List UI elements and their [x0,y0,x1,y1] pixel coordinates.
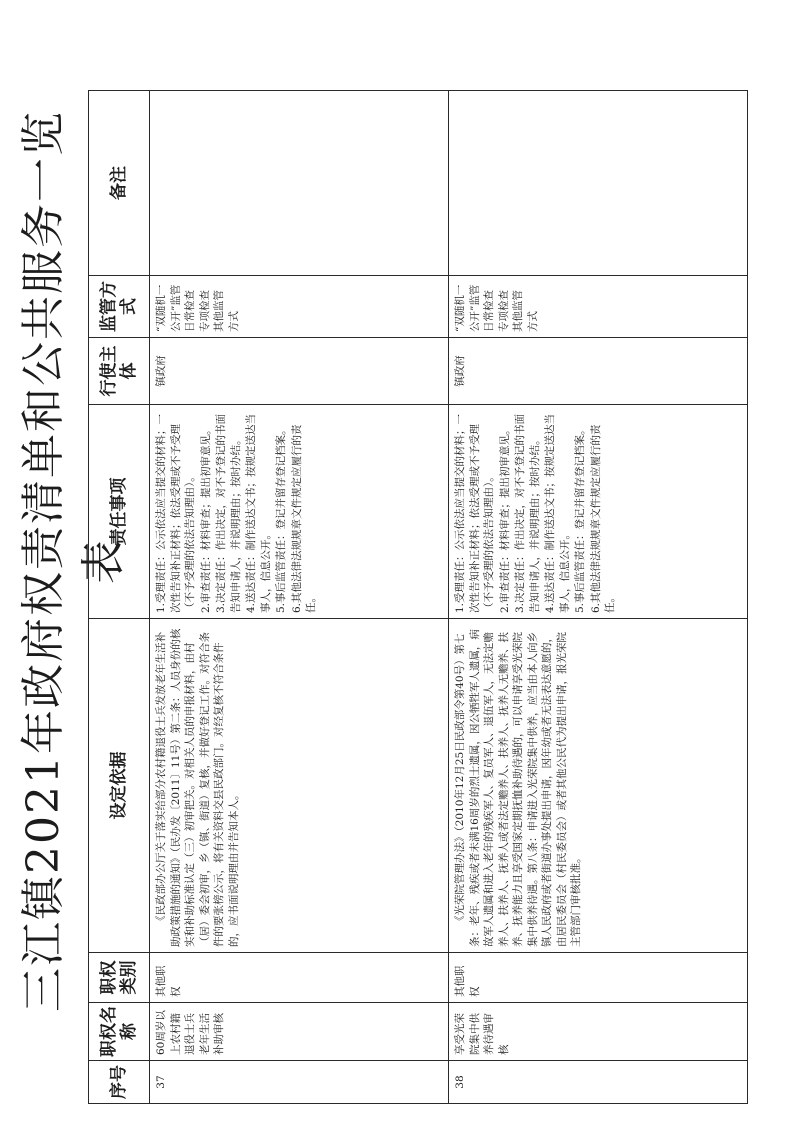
header-subject: 行使主体 [89,338,150,405]
row-remark [150,91,449,276]
duty-item: 5.事后监管责任：登记并留存登记档案。 [574,424,586,613]
header-basis: 设定依据 [89,619,150,953]
basis-text: 《民政部办公厅关于落实给部分农村籍退役士兵发放老年生活补助政策措施的通知》（民办发〔2011〕11号）第二条：人员身份的核实和补助标准认定（三）初审把关。对相关人员的申报材料，由村（居）委会初审，乡（镇、街道）复核，并做好登记工作。对符合条件的要张榜公示，将有关资料交县民政部门。对经复核不符合条件的，应书面说明理由并告知本人。 [155,628,240,947]
header-remark: 备注 [89,91,150,276]
row-no: 37 [150,1061,449,1104]
row-supervision: “双随机一公开”监管 日常检查 专项检查 其他监管方式 [150,276,449,338]
row-remark [449,91,748,276]
table-row [449,91,748,1104]
basis-text: 《光荣院管理办法》（2010年12月25日民政部令第40号）第七条：老年、残疾或者未满16周岁的烈士遗属，因公牺牲军人遗属，病故军人遗属和进入老年的残疾军人、复员军人、退伍军人，无法定赡养人、扶养人、抚养人或者法定赡养人、扶养人、抚养人无赡养、扶养、抚养能力且享受国家定期抚恤补助待遇的，可以申请享受光荣院集中供养待遇。第八条：申请进入光荣院集中供养，应当由本人向乡镇人民政府或者街道办事处提出申请，因年幼或者无法表达意愿的，由居民委员会（村民委员会）或者其他公民代为提出申请，报光荣院主管部门审核批准。 [454,629,582,947]
header-name: 职权名称 [89,1003,150,1061]
row-basis [150,619,449,953]
row-power-name: 60周岁以上农村籍退役士兵老年生活补助审核 [150,1003,449,1061]
row-power-name: 享受光荣院集中供养待遇审核 [449,1003,748,1061]
duty-item: 6.其他法律法规规章文件规定应履行的责任。 [589,424,616,613]
duty-item: 2.审查责任：材料审查；提出初审意见。 [498,424,511,613]
row-supervision: “双随机一公开”监管 日常检查 专项检查 其他监管方式 [449,276,748,338]
duty-item: 4.送达责任：制作送达文书；按规定送达当事人，信息公开。 [544,413,571,613]
power-list-table [88,90,748,1104]
row-duties [150,405,449,619]
header-duties: 责任事项 [89,405,150,619]
row-no: 38 [449,1061,748,1104]
duty-item: 6.其他法律法规规章文件规定应履行的责任。 [290,424,317,613]
header-no: 序号 [89,1061,150,1104]
row-subject: 镇政府 [150,338,449,405]
table-header-row [89,91,150,1104]
duty-item: 1.受理责任：公示依法应当提交的材料；一次性告知补正材料；依法受理或不予受理（不予受理的依法告知理由）。 [155,413,196,613]
header-supervision: 监管方式 [89,276,150,338]
document-title: 三江镇2021年政府权责清单和公共服务一览表 [18,110,129,1012]
duty-item: 1.受理责任：公示依法应当提交的材料；一次性告知补正材料；依法受理或不予受理（不予受理的依法告知理由）。 [454,413,495,613]
duty-item: 3.决定责任：作出决定，对不予登记的书面告知申请人，并说明理由；按时办结。 [514,413,541,613]
row-subject: 镇政府 [449,338,748,405]
duty-item: 2.审查责任：材料审查；提出初审意见。 [199,424,212,613]
row-power-category: 其他职权 [449,953,748,1003]
row-power-category: 其他职权 [150,953,449,1003]
row-duties [449,405,748,619]
header-category: 职权类别 [89,953,150,1003]
duty-item: 3.决定责任：作出决定，对不予登记的书面告知申请人，并说明理由；按时办结。 [215,413,242,613]
row-basis [449,619,748,953]
duty-list [154,410,319,613]
duty-item: 4.送达责任：制作送达文书；按规定送达当事人，信息公开。 [245,413,272,613]
duty-list [453,410,618,613]
table-row [150,91,449,1104]
duty-item: 5.事后监管责任：登记并留存登记档案。 [275,424,287,613]
